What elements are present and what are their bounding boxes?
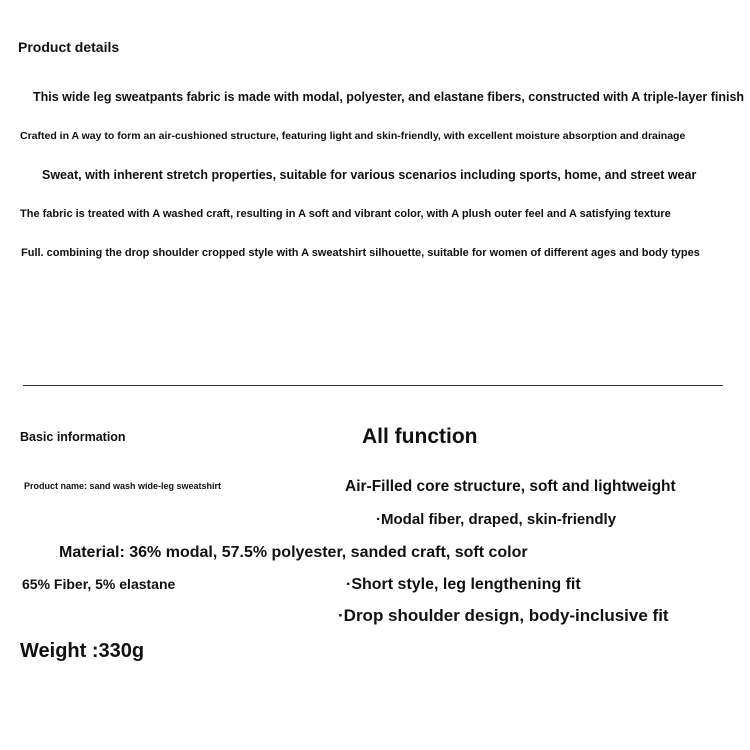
weight: Weight :330g (20, 640, 145, 662)
function-item-3: ·Short style, leg lengthening fit (346, 576, 581, 593)
details-line-4: The fabric is treated with A washed craft, resulting in A soft and vibrant color, with A plush outer feel and A satisfying texture (20, 208, 671, 220)
product-details-heading: Product details (18, 39, 120, 55)
details-line-5: Full. combining the drop shoulder cropped style with A sweatshirt silhouette, suitable for women of different ages and body types (21, 247, 700, 259)
details-line-3: Sweat, with inherent stretch properties, suitable for various scenarios including sports, home, and street wear (42, 168, 697, 182)
function-item-1: Air-Filled core structure, soft and lightweight (345, 478, 676, 495)
all-function-heading: All function (362, 425, 478, 448)
function-item-2: ·Modal fiber, draped, skin-friendly (376, 511, 617, 528)
details-line-1: This wide leg sweatpants fabric is made with modal, polyester, and elastane fibers, constructed with A triple-layer finish (33, 90, 745, 104)
basic-information-heading: Basic information (20, 430, 126, 444)
product-name: Product name: sand wash wide-leg sweatshirt (24, 481, 222, 491)
material-continued: 65% Fiber, 5% elastane (22, 576, 176, 592)
section-divider (23, 385, 723, 386)
details-line-2: Crafted in A way to form an air-cushioned structure, featuring light and skin-friendly, with excellent moisture absorption and drainage (20, 130, 686, 142)
function-item-4: ·Drop shoulder design, body-inclusive fit (338, 606, 669, 625)
material: Material: 36% modal, 57.5% polyester, sanded craft, soft color (59, 544, 528, 561)
